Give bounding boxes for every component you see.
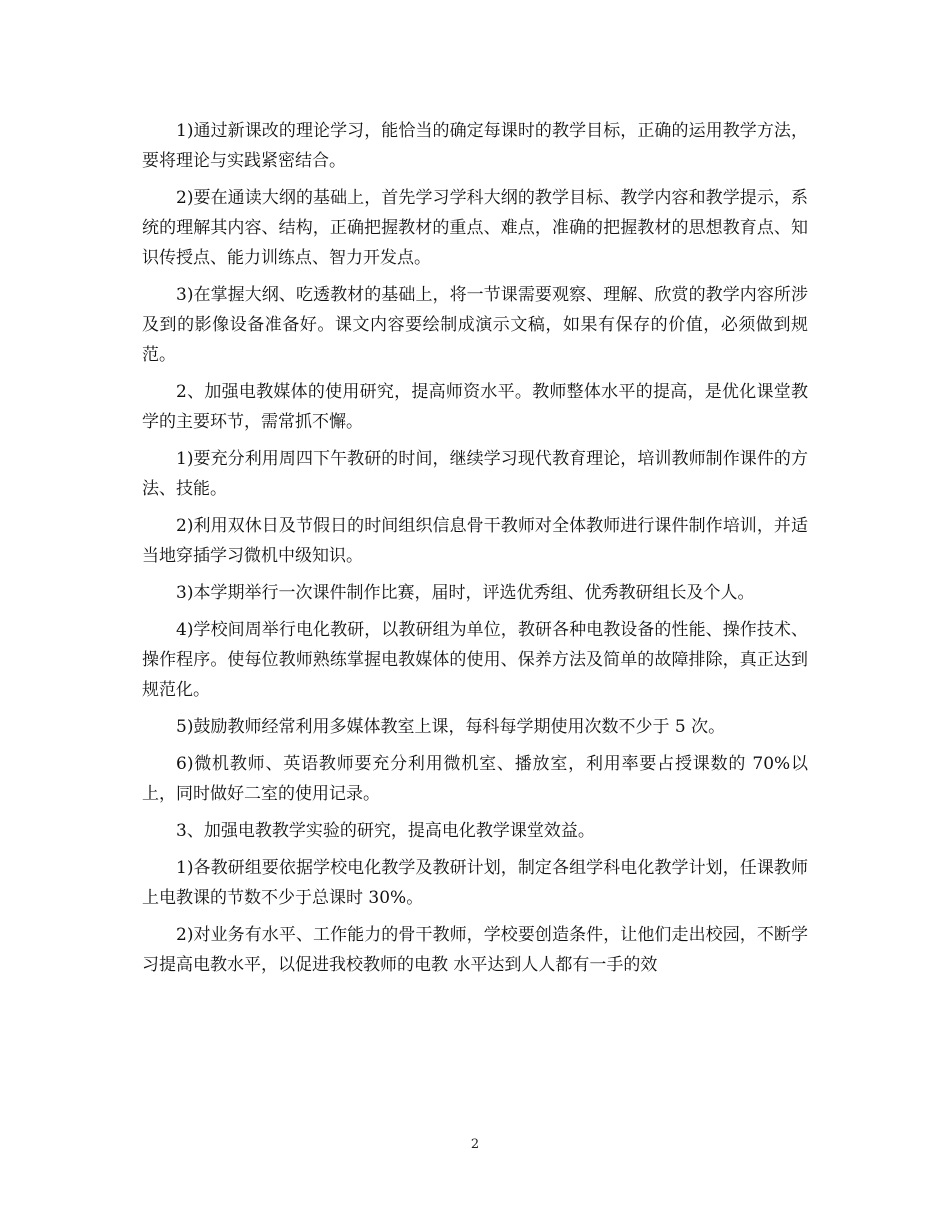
paragraph: 4)学校间周举行电化教研，以教研组为单位，教研各种电教设备的性能、操作技术、操作程序。使每位教师熟练掌握电教媒体的使用、保养方法及简单的故障排除，真正达到规范化。 (142, 620, 808, 700)
paragraph: 1)各教研组要依据学校电化教学及教研计划，制定各组学科电化教学计划，任课教师上电教课的节数不少于总课时 30%。 (142, 858, 808, 908)
paragraph: 1)要充分利用周四下午教研的时间，继续学习现代教育理论，培训教师制作课件的方法、技能。 (142, 449, 808, 499)
paragraph: 3)本学期举行一次课件制作比赛，届时，评选优秀组、优秀教研组长及个人。 (176, 583, 755, 603)
document-body (142, 116, 808, 987)
paragraph: 2、加强电教媒体的使用研究，提高师资水平。教师整体水平的提高，是优化课堂教学的主要环节，需常抓不懈。 (142, 382, 808, 432)
paragraph: 2)利用双休日及节假日的时间组织信息骨干教师对全体教师进行课件制作培训，并适当地穿插学习微机中级知识。 (142, 516, 808, 566)
paragraph: 3、加强电教教学实验的研究，提高电化教学课堂效益。 (176, 821, 595, 841)
paragraph: 1)通过新课改的理论学习，能恰当的确定每课时的教学目标，正确的运用教学方法，要将理论与实践紧密结合。 (142, 121, 808, 171)
paragraph: 3)在掌握大纲、吃透教材的基础上，将一节课需要观察、理解、欣赏的教学内容所涉及到的影像设备准备好。课文内容要绘制成演示文稿，如果有保存的价值，必须做到规范。 (142, 285, 808, 365)
paragraph: 2)对业务有水平、工作能力的骨干教师，学校要创造条件，让他们走出校园，不断学习提高电教水平，以促进我校教师的电教 水平达到人人都有一手的效 (142, 925, 808, 975)
paragraph: 5)鼓励教师经常利用多媒体教室上课，每科每学期使用次数不少于 5 次。 (176, 717, 726, 737)
paragraph: 2)要在通读大纲的基础上，首先学习学科大纲的教学目标、教学内容和教学提示，系统的理解其内容、结构，正确把握教材的重点、难点，准确的把握教材的思想教育点、知识传授点、能力训练点、智力开发点。 (142, 188, 808, 268)
page-number: 2 (470, 1137, 480, 1152)
paragraph: 6)微机教师、英语教师要充分利用微机室、播放室，利用率要占授课数的 70%以上，同时做好二室的使用记录。 (142, 754, 808, 804)
